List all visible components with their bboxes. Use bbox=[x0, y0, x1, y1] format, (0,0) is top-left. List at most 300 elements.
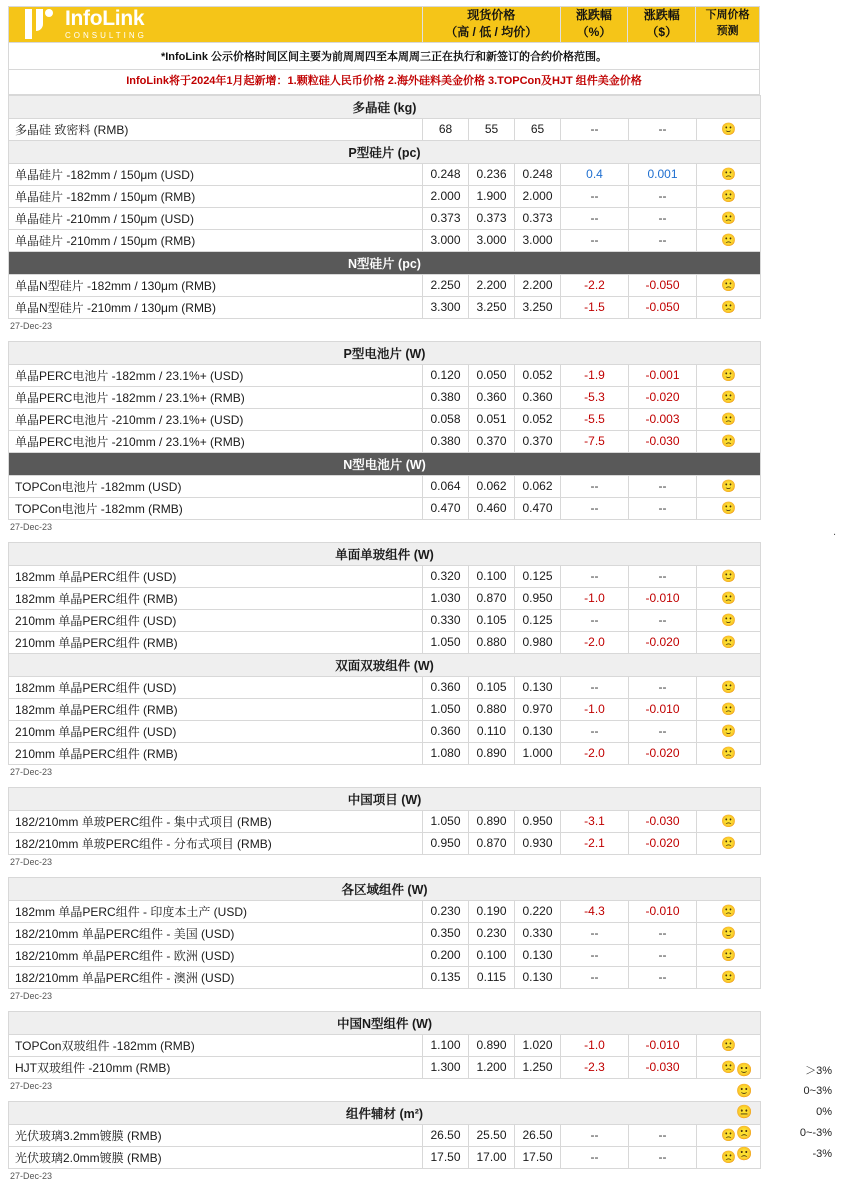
price-high: 26.50 bbox=[423, 1124, 469, 1146]
price-high: 0.373 bbox=[423, 207, 469, 229]
forecast-legend bbox=[736, 1059, 832, 1164]
price-average: 0.970 bbox=[515, 698, 561, 720]
change-percent: -5.3 bbox=[561, 386, 629, 408]
change-usd-line2: （$） bbox=[646, 25, 678, 40]
product-name: 光伏玻璃3.2mm镀膜 (RMB) bbox=[9, 1124, 423, 1146]
change-absolute: -0.010 bbox=[629, 587, 697, 609]
price-low: 0.050 bbox=[469, 364, 515, 386]
section-header-row bbox=[9, 877, 761, 900]
product-name: TOPCon电池片 -182mm (RMB) bbox=[9, 497, 423, 519]
price-low: 0.870 bbox=[469, 832, 515, 854]
change-percent: -1.5 bbox=[561, 296, 629, 318]
change-percent: -- bbox=[561, 565, 629, 587]
change-percent: 0.4 bbox=[561, 163, 629, 185]
table-row bbox=[9, 810, 761, 832]
price-low: 0.880 bbox=[469, 698, 515, 720]
report-date-label: 27-Dec-23 bbox=[10, 320, 53, 331]
forecast-face-icon: 🙂 bbox=[697, 609, 761, 631]
price-average: 17.50 bbox=[515, 1146, 561, 1168]
change-absolute: -0.003 bbox=[629, 408, 697, 430]
table-row bbox=[9, 430, 761, 452]
product-name: 182mm 单晶PERC组件 (RMB) bbox=[9, 698, 423, 720]
spot-price-line2: （高 / 低 / 均价） bbox=[445, 25, 538, 40]
price-average: 0.130 bbox=[515, 966, 561, 988]
price-average: 65 bbox=[515, 118, 561, 140]
price-report-page bbox=[0, 6, 842, 1198]
price-low: 0.360 bbox=[469, 386, 515, 408]
price-table bbox=[8, 542, 761, 765]
change-percent: -2.0 bbox=[561, 742, 629, 764]
price-low: 0.105 bbox=[469, 609, 515, 631]
product-name: 单晶硅片 -182mm / 150μm (USD) bbox=[9, 163, 423, 185]
forecast-face-icon: 🙁 bbox=[697, 587, 761, 609]
price-table bbox=[8, 877, 761, 989]
table-row bbox=[9, 475, 761, 497]
section-title: 双面双玻组件 (W) bbox=[9, 653, 761, 676]
price-average: 1.250 bbox=[515, 1056, 561, 1078]
forecast-face-icon: 🙁 bbox=[697, 698, 761, 720]
table-row bbox=[9, 609, 761, 631]
price-high: 0.330 bbox=[423, 609, 469, 631]
price-high: 0.470 bbox=[423, 497, 469, 519]
legend-value: ＞3% bbox=[805, 1064, 832, 1077]
price-average: 0.950 bbox=[515, 810, 561, 832]
price-low: 0.110 bbox=[469, 720, 515, 742]
change-absolute: -0.010 bbox=[629, 900, 697, 922]
price-average: 0.930 bbox=[515, 832, 561, 854]
section-header-row bbox=[9, 1101, 761, 1124]
change-percent: -- bbox=[561, 676, 629, 698]
price-table bbox=[8, 341, 761, 520]
price-high: 2.000 bbox=[423, 185, 469, 207]
section-title: P型电池片 (W) bbox=[9, 341, 761, 364]
product-name: 182/210mm 单晶PERC组件 - 欧洲 (USD) bbox=[9, 944, 423, 966]
table-row bbox=[9, 163, 761, 185]
change-absolute: -0.010 bbox=[629, 1034, 697, 1056]
price-low: 0.105 bbox=[469, 676, 515, 698]
table-row bbox=[9, 1056, 761, 1078]
change-absolute: -0.020 bbox=[629, 631, 697, 653]
change-percent: -4.3 bbox=[561, 900, 629, 922]
product-name: 182/210mm 单晶PERC组件 - 美国 (USD) bbox=[9, 922, 423, 944]
forecast-face-icon: 🙂 bbox=[697, 118, 761, 140]
table-row bbox=[9, 207, 761, 229]
legend-item bbox=[736, 1143, 832, 1164]
forecast-face-icon: 🙁 bbox=[697, 810, 761, 832]
change-absolute: -0.010 bbox=[629, 698, 697, 720]
section-header-row bbox=[9, 140, 761, 163]
change-percent: -2.2 bbox=[561, 274, 629, 296]
price-average: 0.370 bbox=[515, 430, 561, 452]
change-percent: -3.1 bbox=[561, 810, 629, 832]
change-pct-line1: 涨跌幅 bbox=[575, 8, 612, 22]
price-average: 0.373 bbox=[515, 207, 561, 229]
price-high: 0.350 bbox=[423, 922, 469, 944]
section-header-row bbox=[9, 1011, 761, 1034]
price-average: 0.220 bbox=[515, 900, 561, 922]
product-name: 单晶PERC电池片 -182mm / 23.1%+ (RMB) bbox=[9, 386, 423, 408]
price-high: 1.100 bbox=[423, 1034, 469, 1056]
product-name: 210mm 单晶PERC组件 (RMB) bbox=[9, 742, 423, 764]
change-percent: -- bbox=[561, 944, 629, 966]
product-name: 182/210mm 单玻PERC组件 - 集中式项目 (RMB) bbox=[9, 810, 423, 832]
change-absolute: -0.020 bbox=[629, 832, 697, 854]
block-spacer bbox=[0, 1001, 842, 1011]
product-name: 210mm 单晶PERC组件 (USD) bbox=[9, 609, 423, 631]
forecast-face-icon: 🙂 bbox=[697, 676, 761, 698]
change-absolute: -- bbox=[629, 966, 697, 988]
forecast-face-icon: 🙁 bbox=[697, 207, 761, 229]
change-percent: -- bbox=[561, 497, 629, 519]
price-average: 1.020 bbox=[515, 1034, 561, 1056]
block-spacer bbox=[0, 532, 842, 542]
column-header-next-week-forecast bbox=[695, 7, 759, 42]
forecast-face-icon: 🙁 bbox=[697, 631, 761, 653]
smile-icon: 🙂 bbox=[736, 1061, 753, 1077]
report-date-label: 27-Dec-23 bbox=[10, 1080, 53, 1091]
forecast-line1: 下周价格 bbox=[705, 9, 750, 22]
section-title: N型电池片 (W) bbox=[9, 452, 761, 475]
legend-item bbox=[736, 1122, 832, 1143]
table-row bbox=[9, 408, 761, 430]
product-name: 182mm 单晶PERC组件 (RMB) bbox=[9, 587, 423, 609]
legend-item bbox=[736, 1101, 832, 1122]
product-name: 182/210mm 单玻PERC组件 - 分布式项目 (RMB) bbox=[9, 832, 423, 854]
price-average: 0.125 bbox=[515, 609, 561, 631]
change-percent: -2.1 bbox=[561, 832, 629, 854]
forecast-face-icon: 🙂 bbox=[697, 966, 761, 988]
frown-icon: 🙁 bbox=[736, 1145, 753, 1161]
price-low: 0.890 bbox=[469, 742, 515, 764]
change-absolute: -0.050 bbox=[629, 274, 697, 296]
price-high: 1.300 bbox=[423, 1056, 469, 1078]
section-title: 单面单玻组件 (W) bbox=[9, 542, 761, 565]
column-header-change-pct bbox=[560, 7, 628, 42]
block-spacer bbox=[0, 1091, 842, 1101]
change-absolute: -0.030 bbox=[629, 810, 697, 832]
price-high: 0.248 bbox=[423, 163, 469, 185]
change-percent: -- bbox=[561, 118, 629, 140]
price-low: 0.880 bbox=[469, 631, 515, 653]
table-row bbox=[9, 832, 761, 854]
forecast-face-icon: 🙁 bbox=[697, 742, 761, 764]
table-row bbox=[9, 565, 761, 587]
table-row bbox=[9, 944, 761, 966]
section-title: 多晶硅 (kg) bbox=[9, 95, 761, 118]
price-low: 0.190 bbox=[469, 900, 515, 922]
price-average: 0.470 bbox=[515, 497, 561, 519]
product-name: 单晶PERC电池片 -182mm / 23.1%+ (USD) bbox=[9, 364, 423, 386]
price-high: 0.320 bbox=[423, 565, 469, 587]
report-date-label: 27-Dec-23 bbox=[10, 1170, 53, 1181]
legend-value: 0~-3% bbox=[799, 1126, 832, 1139]
report-header bbox=[8, 6, 760, 43]
price-low: 0.370 bbox=[469, 430, 515, 452]
price-low: 2.200 bbox=[469, 274, 515, 296]
price-high: 0.360 bbox=[423, 676, 469, 698]
price-low: 0.100 bbox=[469, 565, 515, 587]
change-percent: -- bbox=[561, 475, 629, 497]
product-name: HJT双玻组件 -210mm (RMB) bbox=[9, 1056, 423, 1078]
price-low: 55 bbox=[469, 118, 515, 140]
note-new-additions: InfoLink将于2024年1月起新增：1.颗粒硅人民币价格 2.海外硅料美金价格 3.TOPCon及HJT 组件美金价格 bbox=[8, 70, 760, 95]
table-row bbox=[9, 742, 761, 764]
infolink-logo-icon bbox=[23, 7, 57, 41]
change-pct-line2: （%） bbox=[576, 25, 612, 40]
section-title: P型硅片 (pc) bbox=[9, 140, 761, 163]
product-name: 182mm 单晶PERC组件 (USD) bbox=[9, 565, 423, 587]
price-low: 1.200 bbox=[469, 1056, 515, 1078]
brand-subtitle: CONSULTING bbox=[65, 31, 147, 41]
legend-value: 0% bbox=[816, 1105, 832, 1118]
change-absolute: -- bbox=[629, 922, 697, 944]
neutral-icon: 😐 bbox=[736, 1103, 753, 1119]
price-high: 2.250 bbox=[423, 274, 469, 296]
change-absolute: -- bbox=[629, 229, 697, 251]
price-high: 0.380 bbox=[423, 430, 469, 452]
report-date-label: 27-Dec-23 bbox=[10, 521, 53, 532]
price-low: 17.00 bbox=[469, 1146, 515, 1168]
change-absolute: -- bbox=[629, 475, 697, 497]
table-row bbox=[9, 1034, 761, 1056]
section-title: 各区域组件 (W) bbox=[9, 877, 761, 900]
forecast-face-icon: 🙂 bbox=[697, 565, 761, 587]
price-low: 25.50 bbox=[469, 1124, 515, 1146]
price-average: 2.000 bbox=[515, 185, 561, 207]
product-name: 182mm 单晶PERC组件 - 印度本土产 (USD) bbox=[9, 900, 423, 922]
change-absolute: -- bbox=[629, 207, 697, 229]
forecast-face-icon: 🙁 bbox=[697, 274, 761, 296]
section-header-row bbox=[9, 542, 761, 565]
product-name: 单晶硅片 -210mm / 150μm (USD) bbox=[9, 207, 423, 229]
change-absolute: -- bbox=[629, 944, 697, 966]
table-row bbox=[9, 185, 761, 207]
product-name: TOPCon双玻组件 -182mm (RMB) bbox=[9, 1034, 423, 1056]
price-average: 26.50 bbox=[515, 1124, 561, 1146]
price-high: 0.120 bbox=[423, 364, 469, 386]
table-row bbox=[9, 676, 761, 698]
table-row bbox=[9, 631, 761, 653]
price-low: 0.870 bbox=[469, 587, 515, 609]
change-percent: -- bbox=[561, 1146, 629, 1168]
section-header-row bbox=[9, 452, 761, 475]
price-low: 0.062 bbox=[469, 475, 515, 497]
price-high: 0.360 bbox=[423, 720, 469, 742]
forecast-line2: 预测 bbox=[716, 25, 739, 38]
change-percent: -- bbox=[561, 207, 629, 229]
column-header-change-usd bbox=[627, 7, 695, 42]
section-title: 中国N型组件 (W) bbox=[9, 1011, 761, 1034]
section-title: N型硅片 (pc) bbox=[9, 251, 761, 274]
legend-item bbox=[736, 1059, 832, 1080]
change-absolute: -- bbox=[629, 609, 697, 631]
forecast-face-icon: 🙁 bbox=[697, 430, 761, 452]
change-absolute: -0.020 bbox=[629, 386, 697, 408]
change-absolute: -- bbox=[629, 1124, 697, 1146]
forecast-face-icon: 🙂 bbox=[697, 922, 761, 944]
change-absolute: -- bbox=[629, 720, 697, 742]
change-absolute: -0.001 bbox=[629, 364, 697, 386]
smile-icon: 🙂 bbox=[736, 1082, 753, 1098]
price-table bbox=[8, 1011, 761, 1079]
product-name: TOPCon电池片 -182mm (USD) bbox=[9, 475, 423, 497]
change-absolute: -0.030 bbox=[629, 430, 697, 452]
product-name: 210mm 单晶PERC组件 (RMB) bbox=[9, 631, 423, 653]
column-header-spot-price bbox=[422, 7, 560, 42]
change-percent: -2.3 bbox=[561, 1056, 629, 1078]
change-percent: -1.0 bbox=[561, 1034, 629, 1056]
price-high: 3.000 bbox=[423, 229, 469, 251]
change-absolute: -- bbox=[629, 118, 697, 140]
price-table bbox=[8, 95, 761, 319]
price-average: 0.360 bbox=[515, 386, 561, 408]
change-percent: -- bbox=[561, 922, 629, 944]
price-low: 3.250 bbox=[469, 296, 515, 318]
product-name: 单晶N型硅片 -210mm / 130μm (RMB) bbox=[9, 296, 423, 318]
table-row bbox=[9, 698, 761, 720]
product-name: 182mm 单晶PERC组件 (USD) bbox=[9, 676, 423, 698]
forecast-face-icon: 🙁 bbox=[697, 229, 761, 251]
price-high: 0.380 bbox=[423, 386, 469, 408]
product-name: 210mm 单晶PERC组件 (USD) bbox=[9, 720, 423, 742]
forecast-face-icon: 🙁 bbox=[697, 296, 761, 318]
price-average: 0.130 bbox=[515, 944, 561, 966]
price-low: 0.890 bbox=[469, 810, 515, 832]
forecast-face-icon: 🙁 bbox=[697, 386, 761, 408]
spot-price-line1: 现货价格 bbox=[467, 8, 516, 22]
change-percent: -- bbox=[561, 609, 629, 631]
price-average: 0.125 bbox=[515, 565, 561, 587]
change-percent: -1.0 bbox=[561, 587, 629, 609]
change-absolute: 0.001 bbox=[629, 163, 697, 185]
price-average: 1.000 bbox=[515, 742, 561, 764]
price-average: 3.250 bbox=[515, 296, 561, 318]
price-table bbox=[8, 787, 761, 855]
price-high: 1.050 bbox=[423, 698, 469, 720]
section-header-row bbox=[9, 787, 761, 810]
report-date-label: 27-Dec-23 bbox=[10, 990, 53, 1001]
price-low: 0.890 bbox=[469, 1034, 515, 1056]
change-absolute: -0.030 bbox=[629, 1056, 697, 1078]
change-percent: -- bbox=[561, 720, 629, 742]
price-low: 1.900 bbox=[469, 185, 515, 207]
product-name: 单晶硅片 -210mm / 150μm (RMB) bbox=[9, 229, 423, 251]
price-low: 0.230 bbox=[469, 922, 515, 944]
frown-icon: 🙁 bbox=[736, 1124, 753, 1140]
forecast-face-icon: 🙁 bbox=[697, 1034, 761, 1056]
price-low: 0.051 bbox=[469, 408, 515, 430]
change-absolute: -0.050 bbox=[629, 296, 697, 318]
change-percent: -- bbox=[561, 1124, 629, 1146]
change-percent: -1.0 bbox=[561, 698, 629, 720]
change-percent: -1.9 bbox=[561, 364, 629, 386]
forecast-face-icon: 🙂 bbox=[697, 944, 761, 966]
price-average: 0.330 bbox=[515, 922, 561, 944]
legend-item bbox=[736, 1080, 832, 1101]
note-pricing-window: *InfoLink 公示价格时间区间主要为前周周四至本周周三正在执行和新签订的合约价格范围。 bbox=[8, 43, 760, 70]
price-average: 0.950 bbox=[515, 587, 561, 609]
price-high: 17.50 bbox=[423, 1146, 469, 1168]
forecast-face-icon: 🙁 bbox=[697, 832, 761, 854]
change-percent: -- bbox=[561, 966, 629, 988]
forecast-face-icon: 🙂 bbox=[697, 475, 761, 497]
price-high: 1.050 bbox=[423, 631, 469, 653]
price-high: 1.030 bbox=[423, 587, 469, 609]
change-absolute: -- bbox=[629, 676, 697, 698]
price-average: 0.062 bbox=[515, 475, 561, 497]
change-percent: -2.0 bbox=[561, 631, 629, 653]
table-row bbox=[9, 386, 761, 408]
price-high: 0.200 bbox=[423, 944, 469, 966]
brand-name: InfoLink bbox=[65, 7, 145, 31]
forecast-face-icon: 🙂 bbox=[697, 497, 761, 519]
forecast-face-icon: 🙁 bbox=[697, 1124, 761, 1146]
change-absolute: -- bbox=[629, 565, 697, 587]
change-absolute: -- bbox=[629, 1146, 697, 1168]
product-name: 单晶硅片 -182mm / 150μm (RMB) bbox=[9, 185, 423, 207]
price-low: 3.000 bbox=[469, 229, 515, 251]
report-date-label: 27-Dec-23 bbox=[10, 766, 53, 777]
forecast-face-icon: 🙁 bbox=[697, 185, 761, 207]
forecast-face-icon: 🙂 bbox=[697, 364, 761, 386]
legend-value: 0~3% bbox=[803, 1084, 832, 1097]
price-high: 0.230 bbox=[423, 900, 469, 922]
table-row bbox=[9, 497, 761, 519]
change-percent: -5.5 bbox=[561, 408, 629, 430]
price-high: 0.064 bbox=[423, 475, 469, 497]
product-name: 光伏玻璃2.0mm镀膜 (RMB) bbox=[9, 1146, 423, 1168]
page-margin-mark: . bbox=[832, 526, 836, 538]
table-row bbox=[9, 274, 761, 296]
section-header-row bbox=[9, 251, 761, 274]
price-average: 0.248 bbox=[515, 163, 561, 185]
block-spacer bbox=[0, 331, 842, 341]
forecast-face-icon: 🙁 bbox=[697, 163, 761, 185]
price-average: 2.200 bbox=[515, 274, 561, 296]
section-header-row bbox=[9, 341, 761, 364]
forecast-face-icon: 🙂 bbox=[697, 720, 761, 742]
report-date-label: 27-Dec-23 bbox=[10, 856, 53, 867]
product-name: 多晶硅 致密料 (RMB) bbox=[9, 118, 423, 140]
table-row bbox=[9, 587, 761, 609]
legend-value: -3% bbox=[812, 1147, 832, 1160]
product-name: 182/210mm 单晶PERC组件 - 澳洲 (USD) bbox=[9, 966, 423, 988]
price-average: 3.000 bbox=[515, 229, 561, 251]
forecast-face-icon: 🙁 bbox=[697, 900, 761, 922]
table-row bbox=[9, 1124, 761, 1146]
forecast-face-icon: 🙁 bbox=[697, 1146, 761, 1168]
table-row bbox=[9, 922, 761, 944]
price-high: 1.080 bbox=[423, 742, 469, 764]
price-high: 3.300 bbox=[423, 296, 469, 318]
section-title: 组件辅材 (m²) bbox=[9, 1101, 761, 1124]
price-table bbox=[8, 1101, 761, 1169]
change-percent: -7.5 bbox=[561, 430, 629, 452]
price-low: 0.100 bbox=[469, 944, 515, 966]
table-row bbox=[9, 966, 761, 988]
price-low: 0.460 bbox=[469, 497, 515, 519]
price-average: 0.130 bbox=[515, 720, 561, 742]
table-row bbox=[9, 296, 761, 318]
table-row bbox=[9, 118, 761, 140]
price-high: 68 bbox=[423, 118, 469, 140]
price-average: 0.980 bbox=[515, 631, 561, 653]
change-usd-line1: 涨跌幅 bbox=[643, 8, 680, 22]
price-low: 0.115 bbox=[469, 966, 515, 988]
table-row bbox=[9, 364, 761, 386]
change-absolute: -0.020 bbox=[629, 742, 697, 764]
brand-logo bbox=[9, 7, 422, 42]
